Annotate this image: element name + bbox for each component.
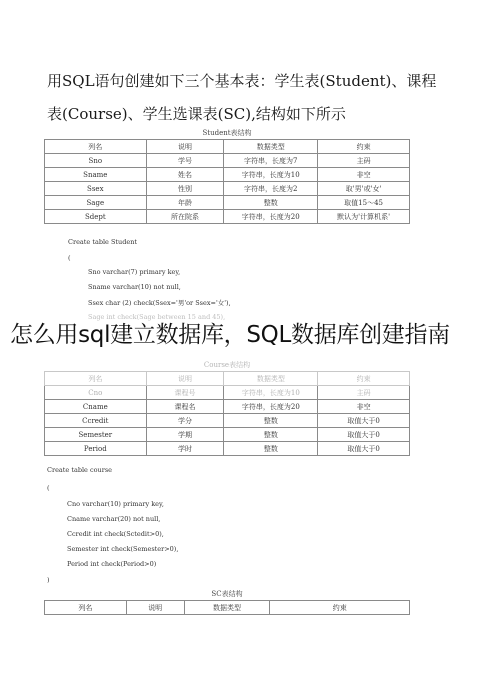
table-cell: 整数 — [224, 414, 318, 428]
table-cell: 非空 — [318, 400, 410, 414]
table-header-row — [45, 140, 410, 154]
code-line: Ssex char (2) check(Ssex='男'or Ssex='女'), — [88, 299, 231, 307]
table-header-row — [45, 372, 410, 386]
code-line: Create table course — [47, 466, 112, 474]
table-cell: 取值15～45 — [318, 196, 410, 210]
table-row — [45, 414, 410, 428]
code-line: ( — [68, 254, 71, 262]
column-header: 约束 — [270, 601, 410, 615]
column-header: 数据类型 — [224, 372, 318, 386]
code-line: Cno varchar(10) primary key, — [67, 500, 164, 508]
column-header: 数据类型 — [224, 140, 318, 154]
column-header: 列名 — [45, 601, 127, 615]
table-cell: 整数 — [224, 196, 318, 210]
table-cell: 默认为'计算机系' — [318, 210, 410, 224]
table-row — [45, 196, 410, 210]
table-cell: Sage — [45, 196, 147, 210]
table-row — [45, 428, 410, 442]
table-cell: 主码 — [318, 386, 410, 400]
student-table-title: Student表结构 — [202, 129, 252, 137]
table-row — [45, 182, 410, 196]
table-row — [45, 386, 410, 400]
table-row — [45, 168, 410, 182]
column-header: 列名 — [45, 140, 147, 154]
table-cell: 课程名 — [146, 400, 224, 414]
code-line: Sname varchar(10) not null, — [88, 283, 181, 291]
table-cell: 字符串，长度为10 — [224, 386, 318, 400]
intro-line-2: 表(Course)、学生选课表(SC),结构如下所示 — [47, 105, 346, 123]
code-line: ) — [47, 576, 50, 584]
table-cell: 字符串，长度为10 — [224, 168, 318, 182]
intro-line-1: 用SQL语句创建如下三个基本表：学生表(Student)、课程 — [47, 72, 437, 90]
table-cell: 年龄 — [146, 196, 224, 210]
table-cell: 性别 — [146, 182, 224, 196]
column-header: 约束 — [318, 372, 410, 386]
table-cell: 字符串，长度为7 — [224, 154, 318, 168]
course-structure-table — [44, 360, 410, 456]
column-header: 列名 — [45, 372, 147, 386]
table-row — [45, 210, 410, 224]
code-line: Ccredit int check(Sctedit>0), — [67, 530, 164, 538]
code-line: Cname varchar(20) not null, — [67, 515, 161, 523]
table-header-row — [45, 601, 410, 615]
table-cell: 学期 — [146, 428, 224, 442]
table-cell: 学时 — [146, 442, 224, 456]
table-cell: 课程号 — [146, 386, 224, 400]
table-cell: 学分 — [146, 414, 224, 428]
table-cell: 取'男'或'女' — [318, 182, 410, 196]
article-headline: 怎么用sql建立数据库，SQL数据库创建指南 — [10, 322, 450, 348]
table-cell: 非空 — [318, 168, 410, 182]
table-cell: 取值大于0 — [318, 442, 410, 456]
column-header: 说明 — [146, 372, 224, 386]
column-header: 约束 — [318, 140, 410, 154]
column-header: 数据类型 — [184, 601, 270, 615]
table-cell: 取值大于0 — [318, 428, 410, 442]
table-cell: 整数 — [224, 428, 318, 442]
table-cell: Ssex — [45, 182, 147, 196]
table-row — [45, 154, 410, 168]
table-row — [45, 442, 410, 456]
student-structure-table — [44, 128, 410, 224]
code-line: Sno varchar(7) primary key, — [88, 268, 181, 276]
table-cell: 字符串，长度为20 — [224, 210, 318, 224]
sc-structure-table — [44, 589, 410, 615]
code-line: Period int check(Period>0) — [67, 560, 157, 568]
column-header: 说明 — [126, 601, 184, 615]
table-row — [45, 400, 410, 414]
table-cell: 姓名 — [146, 168, 224, 182]
table-cell: Period — [45, 442, 147, 456]
sc-table-title: SC表结构 — [211, 590, 243, 598]
table-cell: Semester — [45, 428, 147, 442]
code-line: Create table Student — [68, 238, 138, 246]
table-cell: Sno — [45, 154, 147, 168]
table-cell: 所在院系 — [146, 210, 224, 224]
code-line: Semester int check(Semester>0), — [67, 545, 179, 553]
column-header: 说明 — [146, 140, 224, 154]
table-cell: 学号 — [146, 154, 224, 168]
course-table-title: Course表结构 — [203, 361, 251, 369]
table-cell: 主码 — [318, 154, 410, 168]
code-line: Sage int check(Sage between 15 and 45), — [88, 313, 226, 321]
table-cell: Ccredit — [45, 414, 147, 428]
table-cell: 整数 — [224, 442, 318, 456]
table-cell: Sname — [45, 168, 147, 182]
table-cell: 字符串，长度为2 — [224, 182, 318, 196]
table-cell: Sdept — [45, 210, 147, 224]
table-cell: 取值大于0 — [318, 414, 410, 428]
code-line: ( — [47, 484, 50, 492]
table-cell: Cno — [45, 386, 147, 400]
table-cell: Cname — [45, 400, 147, 414]
table-cell: 字符串，长度为20 — [224, 400, 318, 414]
